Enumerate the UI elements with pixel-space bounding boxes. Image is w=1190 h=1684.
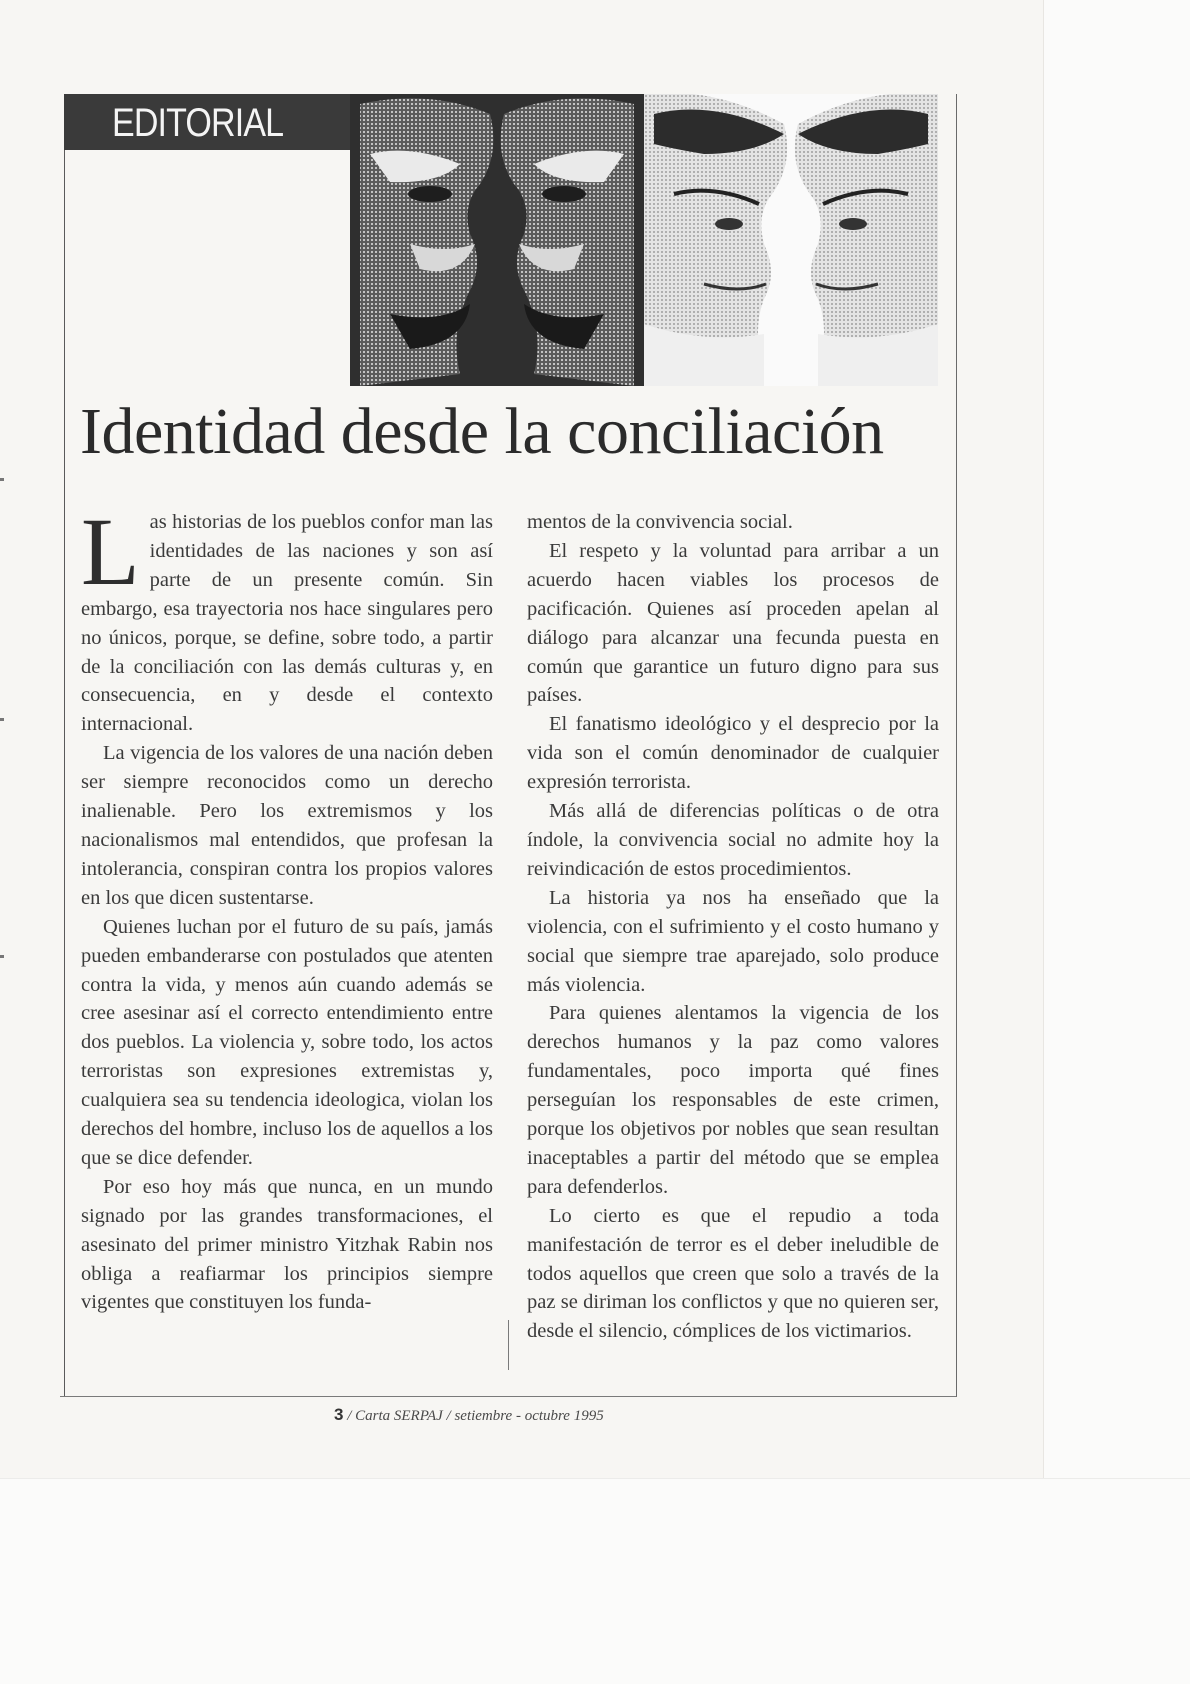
section-label: EDITORIAL bbox=[112, 101, 284, 145]
dropcap: L bbox=[81, 498, 140, 605]
paragraph-5: mentos de la convivencia social. bbox=[527, 511, 793, 533]
paragraph-11: Lo cierto es que el repudio a toda manifestación de terror es el deber ineludible de todos aquellos que creen que solo a través de la paz se diriman los conflictos y que no quieren ser, desde el silencio, cómplices de los victimarios. bbox=[527, 1204, 939, 1343]
paragraph-8: Más allá de diferencias políticas o de otra índole, la convivencia social no admite hoy la reivindicación de estos procedimientos. bbox=[527, 800, 939, 880]
paragraph-6: El respeto y la voluntad para arribar a un acuerdo hacen viables los procesos de pacificación. Quienes así proceden apelan al diálogo para alcanzar una fecunda puesta en común que garantice un futuro digno para sus países. bbox=[527, 539, 939, 707]
paragraph-7: El fanatismo ideológico y el desprecio por la vida son el común denominador de cualquier expresión terrorista. bbox=[527, 713, 939, 794]
publication-name: / Carta SERPAJ bbox=[347, 1408, 443, 1424]
paragraph-9: La historia ya nos ha enseñado que la violencia, con el sufrimiento y el costo humano y social que siempre trae aparejado, solo produce más violencia. bbox=[527, 886, 939, 996]
paragraph-2: La vigencia de los valores de una nación deben ser siempre reconocidos como un derecho inalienable. Pero los extremismos y los nacionalismos mal entendidos, que profesan la intolerancia, conspiran contra los propios valores en los que dicen sustentarse. bbox=[81, 742, 493, 909]
mirrored-faces-illustration bbox=[350, 94, 938, 386]
page-number: 3 bbox=[334, 1405, 344, 1424]
binding-mark bbox=[0, 478, 4, 481]
frame-left-rule bbox=[64, 150, 65, 1396]
column-rule bbox=[508, 1320, 509, 1370]
paragraph-4: Por eso hoy más que nunca, en un mundo signado por las grandes transformaciones, el asesinato del primer ministro Yitzhak Rabin nos obliga a reafiarmar los principios siempre vigentes que constituyen los funda- bbox=[81, 1175, 493, 1314]
paragraph-3: Quienes luchan por el futuro de su país, jamás pueden embanderarse con postulados que atenten contra la vida, y menos aún cuando además se cree asesinar así el correcto entendimiento entre dos pueblos. La violencia y, sobre todo, los actos terroristas son expresiones extremistas y, cualquiera sea su tendencia ideologica, violan los derechos del hombre, incluso los de aquellos a los que se dice defender. bbox=[81, 915, 493, 1169]
headline: Identidad desde la conciliación bbox=[80, 395, 884, 468]
scan-bottom-margin bbox=[0, 1478, 1190, 1684]
issue-date: / setiembre - octubre 1995 bbox=[446, 1408, 604, 1424]
paragraph-1: Las historias de los pueblos confor man las identidades de las naciones y son así parte de un presente común. Sin embargo, esa trayectoria nos hace singulares pero no únicos, porque, se define, sobre todo, a partir de la conciliación con las demás culturas y, en consecuencia, en y desde el contexto internacional. bbox=[81, 498, 493, 736]
left-column bbox=[81, 498, 493, 1317]
binding-mark bbox=[0, 718, 4, 721]
scan-edge-right bbox=[1043, 0, 1190, 1683]
paragraph-10: Para quienes alentamos la vigencia de los derechos humanos y la paz como valores fundamentales, poco importa qué fines perseguían los responsables de este crimen, porque los objetivos por nobles que sean resultan inaceptables a partir del método que se emplea para defenderlos. bbox=[527, 1002, 939, 1198]
page-footer bbox=[334, 1405, 754, 1425]
binding-mark bbox=[0, 955, 4, 958]
right-column bbox=[527, 508, 939, 1346]
